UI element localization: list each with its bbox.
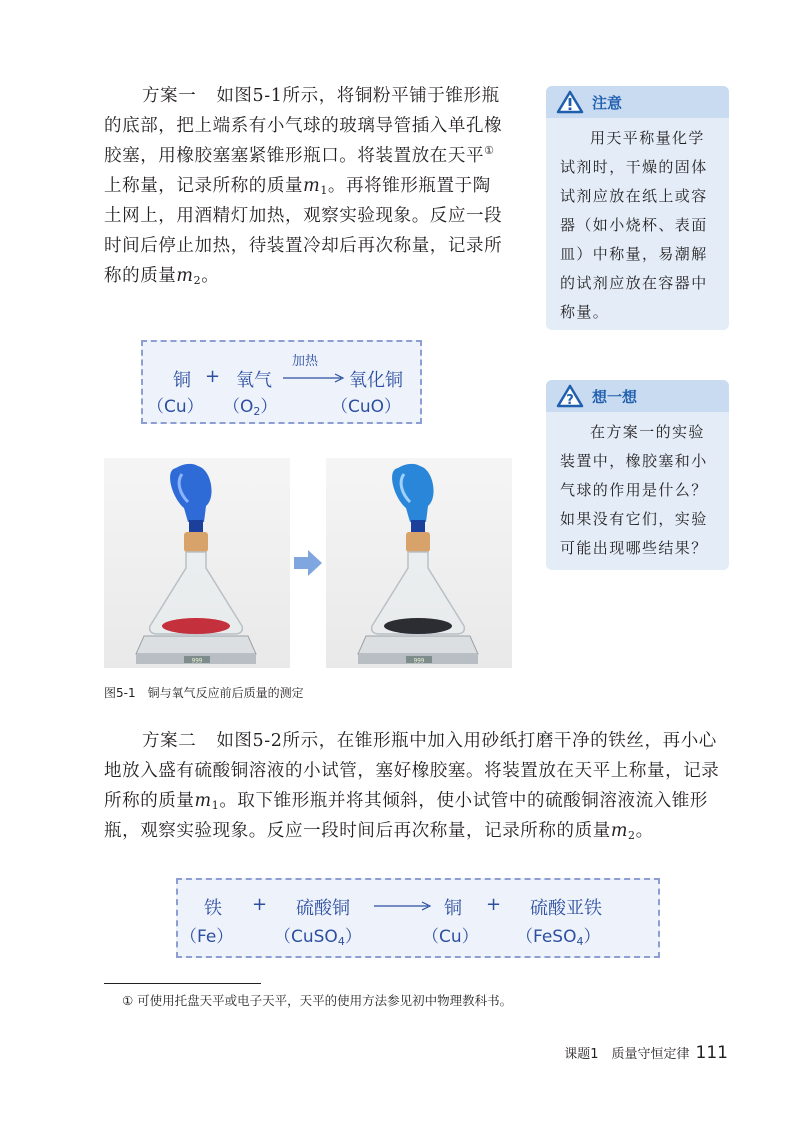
svg-text:?: ? <box>566 393 574 408</box>
page-number: 111 <box>695 1043 728 1063</box>
eq2-copper: 铜 <box>444 898 462 919</box>
equation-copper-oxygen <box>141 340 422 424</box>
photo-after-reaction <box>326 458 512 668</box>
note_box-line: 试剂时，干燥的固体 <box>560 158 708 176</box>
think_box-line: 气球的作用是什么？ <box>560 481 708 499</box>
think-title: 想一想 <box>592 387 638 406</box>
plan-one-paragraph: 方案一 如图5-1所示，将铜粉平铺于锥形瓶 的底部，把上端系有小气球的玻璃导管插入单孔橡 胶塞，用橡胶塞塞紧锥形瓶口。将装置放在天平① 上称量，记录所称的质量$m_1$。再将锥形瓶置于陶 土网上，用酒精灯加热，观察实验现象。反应一段 时间后停止加热，待装置冷却后再次称量，记录所 称的质量$m_2$。 <box>104 86 503 287</box>
figure-caption: 图5-1 铜与氧气反应前后质量的测定 <box>104 686 304 700</box>
think-body <box>546 412 729 573</box>
note-title: 注意 <box>592 93 623 112</box>
eq1-arrow <box>283 373 345 383</box>
eq1-copper-oxide: 氧化铜 <box>349 370 403 391</box>
right-arrow-icon <box>292 548 324 578</box>
flask-after-image <box>326 458 512 668</box>
photo-before-reaction <box>104 458 290 668</box>
eq1-formula-cu: （Cu） <box>147 397 204 417</box>
scale-display-before: 999 <box>191 657 203 665</box>
eq1-condition: 加热 <box>292 354 319 369</box>
eq2-plus-2: + <box>486 894 502 915</box>
think-header <box>546 380 729 412</box>
warning-icon <box>556 90 584 114</box>
chapter-title: 课题1 质量守恒定律 <box>564 1047 690 1062</box>
note_box-line: 皿）中称量，易潮解 <box>560 245 708 263</box>
equation-iron-copper-sulfate <box>176 878 660 958</box>
think_box-line: 装置中，橡胶塞和小 <box>560 452 708 470</box>
note_box-line: 称量。 <box>560 303 610 321</box>
note_box-line: 的试剂应放在容器中 <box>560 274 708 292</box>
footnote-rule <box>104 983 261 984</box>
eq2-iron: 铁 <box>204 898 222 919</box>
eq1-plus: + <box>205 366 221 387</box>
plan-two-paragraph: 方案二 如图5-2所示，在锥形瓶中加入用砂纸打磨干净的铁丝，再小心 地放入盛有硫酸铜溶液的小试管，塞好橡胶塞。将装置放在天平上称量，记录 所称的质量$m_1$。取下锥形瓶并将其倾斜，使小试管中的硫酸铜溶液流入锥形 瓶，观察实验现象。反应一段时间后再次称量，记录所称的质量$m_2$。 <box>104 731 720 842</box>
eq1-oxygen: 氧气 <box>236 370 272 391</box>
eq2-formula-fe: （Fe） <box>180 927 234 947</box>
running-head <box>564 1043 728 1063</box>
eq1-copper: 铜 <box>173 370 191 391</box>
note_box-line: 用天平称量化学 <box>590 129 705 147</box>
eq2-copper-sulfate: 硫酸铜 <box>296 898 350 919</box>
plan-one-label: 方案一 <box>142 86 197 106</box>
note-header <box>546 86 729 118</box>
footnote: ① 可使用托盘天平或电子天平，天平的使用方法参见初中物理教科书。 <box>122 993 513 1008</box>
plan-two-label: 方案二 <box>142 731 197 751</box>
note_box-line: 器（如小烧杯、表面 <box>560 216 708 234</box>
note-body <box>546 118 729 337</box>
think_box-line: 在方案一的实验 <box>590 423 705 441</box>
note-box <box>546 86 729 330</box>
eq2-arrow <box>374 901 432 911</box>
question-triangle-icon <box>556 384 584 408</box>
eq2-formula-feso4: （FeSO$_4$） <box>516 927 601 948</box>
footnote-mark[interactable]: ① <box>484 144 495 158</box>
think_box-line: 可能出现哪些结果？ <box>560 539 708 557</box>
note_box-line: 试剂应放在纸上或容 <box>560 187 708 205</box>
think-box <box>546 380 729 570</box>
scale-display-after: 999 <box>413 657 425 665</box>
think_box-line: 如果没有它们，实验 <box>560 510 708 528</box>
flask-before-image <box>104 458 290 668</box>
eq1-formula-o2: $(O_2)$ <box>223 397 278 418</box>
eq2-formula-cuso4: （CuSO$_4$） <box>274 927 362 948</box>
eq2-ferrous-sulfate: 硫酸亚铁 <box>530 898 602 919</box>
eq2-plus-1: + <box>252 894 268 915</box>
eq2-formula-cu: （Cu） <box>422 927 479 947</box>
eq1-formula-cuo: （CuO） <box>331 397 402 417</box>
